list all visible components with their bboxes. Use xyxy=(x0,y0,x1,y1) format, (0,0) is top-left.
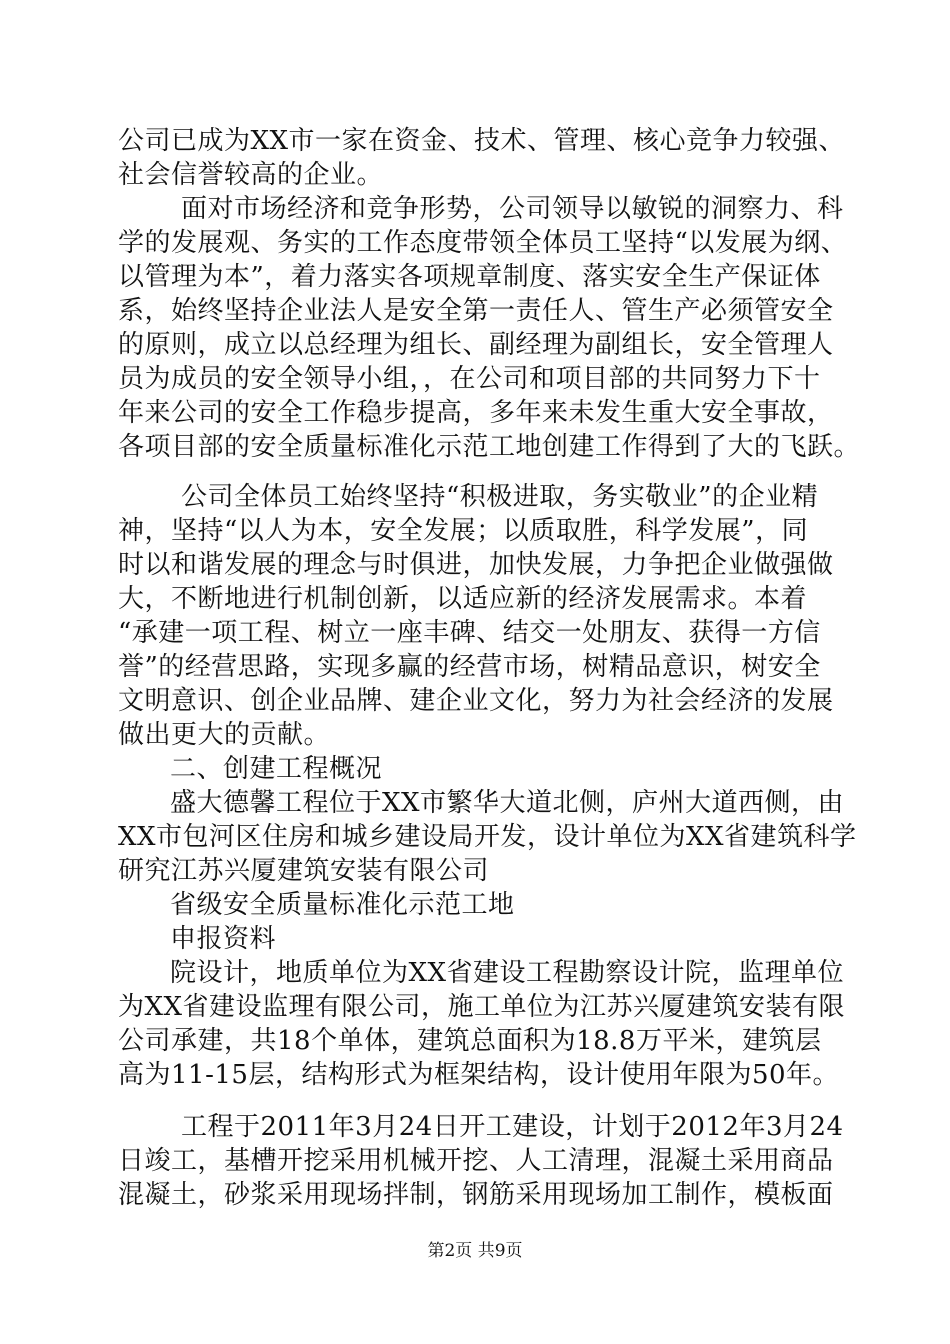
text-line: 混凝土，砂浆采用现场拌制，钢筋采用现场加工制作，模板面 xyxy=(118,1180,834,1210)
text-line: 做出更大的贡献。 xyxy=(118,720,331,750)
text-line: 公司承建，共18个单体，建筑总面积为18.8万平米，建筑层 xyxy=(118,1026,822,1056)
text-line: “承建一项工程、树立一座丰碑、结交一处朋友、获得一方信 xyxy=(118,618,821,648)
text-line: 的原则，成立以总经理为组长、副经理为副组长，安全管理人 xyxy=(118,330,834,360)
text-line: 省级安全质量标准化示范工地 xyxy=(170,890,515,920)
text-line: 文明意识、创企业品牌、建企业文化，努力为社会经济的发展 xyxy=(118,686,834,716)
text-line: 为XX省建设监理有限公司，施工单位为江苏兴厦建筑安装有限 xyxy=(118,992,846,1022)
text-line: 面对市场经济和竞争形势，公司领导以敏锐的洞察力、科 xyxy=(181,194,844,224)
text-line: 高为11-15层，结构形式为框架结构，设计使用年限为50年。 xyxy=(118,1060,840,1090)
text-line: 公司已成为XX市一家在资金、技术、管理、核心竞争力较强、 xyxy=(118,126,846,156)
text-line: 申报资料 xyxy=(170,924,277,954)
text-line: 大，不断地进行机制创新，以适应新的经济发展需求。本着 xyxy=(118,584,808,614)
text-line: 院设计，地质单位为XX省建设工程勘察设计院，监理单位 xyxy=(170,958,845,988)
text-line: 公司全体员工始终坚持“积极进取，务实敬业”的企业精 xyxy=(181,482,819,512)
text-line: 工程于2011年3月24日开工建设，计划于2012年3月24 xyxy=(181,1112,844,1142)
text-line: XX市包河区住房和城乡建设局开发，设计单位为XX省建筑科学 xyxy=(118,822,857,852)
text-line: 盛大德馨工程位于XX市繁华大道北侧，庐州大道西侧，由 xyxy=(170,788,845,818)
page-footer: 第2页 共9页 xyxy=(427,1241,523,1261)
text-line: 社会信誉较高的企业。 xyxy=(118,160,384,190)
text-line: 各项目部的安全质量标准化示范工地创建工作得到了大的飞跃。 xyxy=(118,432,861,462)
text-line: 系，始终坚持企业法人是安全第一责任人、管生产必须管安全 xyxy=(118,296,834,326)
text-line: 神，坚持“以人为本，安全发展；以质取胜，科学发展”，同 xyxy=(118,516,809,546)
text-line: 员为成员的安全领导小组，，在公司和项目部的共同努力下十 xyxy=(118,364,821,394)
section-heading: 二、创建工程概况 xyxy=(170,754,383,784)
text-line: 日竣工，基槽开挖采用机械开挖、人工清理，混凝土采用商品 xyxy=(118,1146,834,1176)
text-line: 年来公司的安全工作稳步提高，多年来未发生重大安全事故， xyxy=(118,398,834,428)
text-line: 誉”的经营思路，实现多赢的经营市场，树精品意识，树安全 xyxy=(118,652,821,682)
text-line: 研究江苏兴厦建筑安装有限公司 xyxy=(118,856,490,886)
text-line: 学的发展观、务实的工作态度带领全体员工坚持“以发展为纲、 xyxy=(118,228,848,258)
text-line: 时以和谐发展的理念与时俱进，加快发展，力争把企业做强做 xyxy=(118,550,834,580)
text-line: 以管理为本”，着力落实各项规章制度、落实安全生产保证体 xyxy=(118,262,821,292)
